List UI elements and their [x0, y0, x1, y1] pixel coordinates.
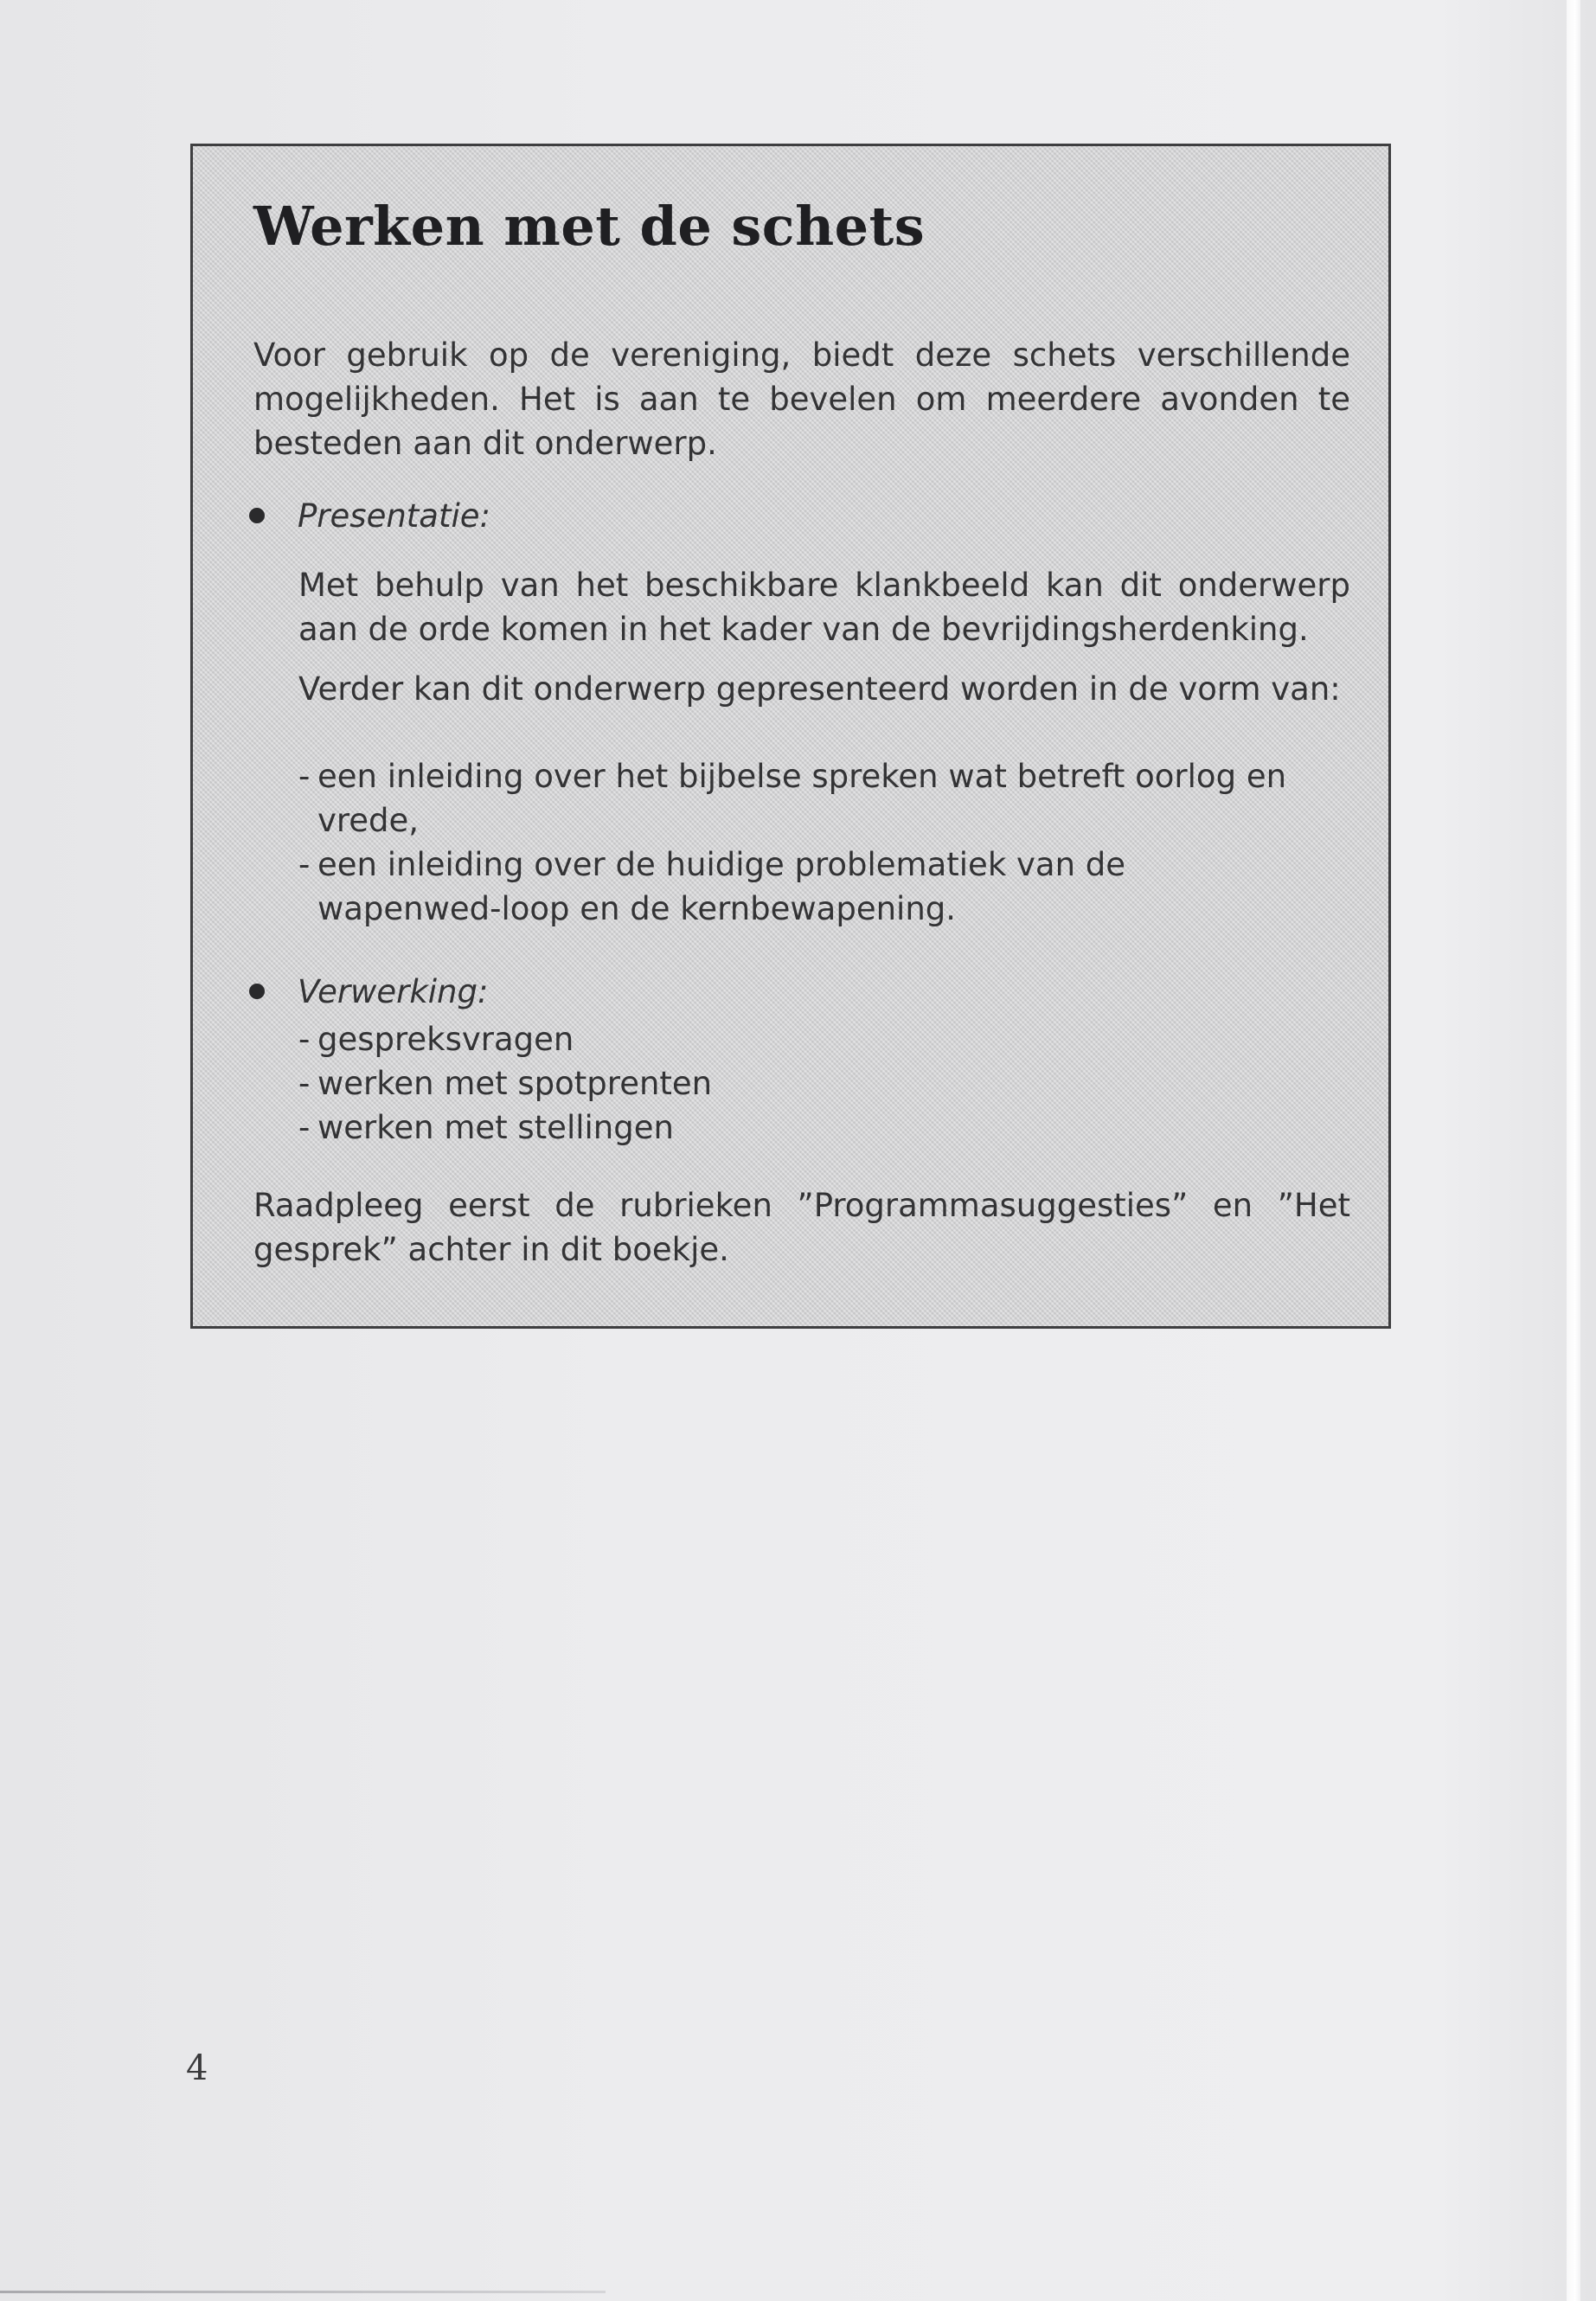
presentatie-paragraph-2: Verder kan dit onderwerp gepresenteerd worden in de vorm van: — [298, 670, 1341, 708]
bullet-dot-icon — [249, 508, 265, 523]
page-bottom-rule — [0, 2291, 606, 2293]
bullet-presentatie — [249, 494, 490, 538]
presentatie-label: Presentatie: — [298, 497, 490, 535]
page-edge — [1567, 0, 1580, 2301]
intro-paragraph: Voor gebruik op de vereniging, biedt deze schets verschillende mogelijkheden. Het is aan te bevelen om meerdere avonden te besteden aan dit onderwerp. — [253, 336, 1350, 462]
list-item: - gespreksvragen — [298, 1017, 1293, 1061]
bullet-dot-icon — [249, 984, 265, 999]
info-box — [190, 144, 1391, 1329]
list-item: - een inleiding over het bijbelse spreken wat betreft oorlog en vrede, — [298, 754, 1293, 843]
presentatie-paragraph-1: Met behulp van het beschikbare klankbeeld kan dit onderwerp aan de orde komen in het kader van de bevrijdingsherdenking. — [298, 567, 1350, 648]
verwerking-list — [298, 1017, 1293, 1150]
verwerking-label: Verwerking: — [298, 973, 489, 1010]
list-item: - werken met stellingen — [298, 1106, 1293, 1150]
list-item: - een inleiding over de huidige problematiek van de wapenwed-loop en de kernbewapening. — [298, 843, 1293, 931]
presentatie-list — [298, 754, 1293, 931]
page-number: 4 — [186, 2048, 208, 2088]
bullet-verwerking — [249, 970, 488, 1014]
closing-paragraph: Raadpleeg eerst de rubrieken ”Programmasuggesties” en ”Het gesprek” achter in dit boekje. — [253, 1187, 1350, 1268]
box-title: Werken met de schets — [253, 195, 926, 258]
list-item: - werken met spotprenten — [298, 1061, 1293, 1106]
